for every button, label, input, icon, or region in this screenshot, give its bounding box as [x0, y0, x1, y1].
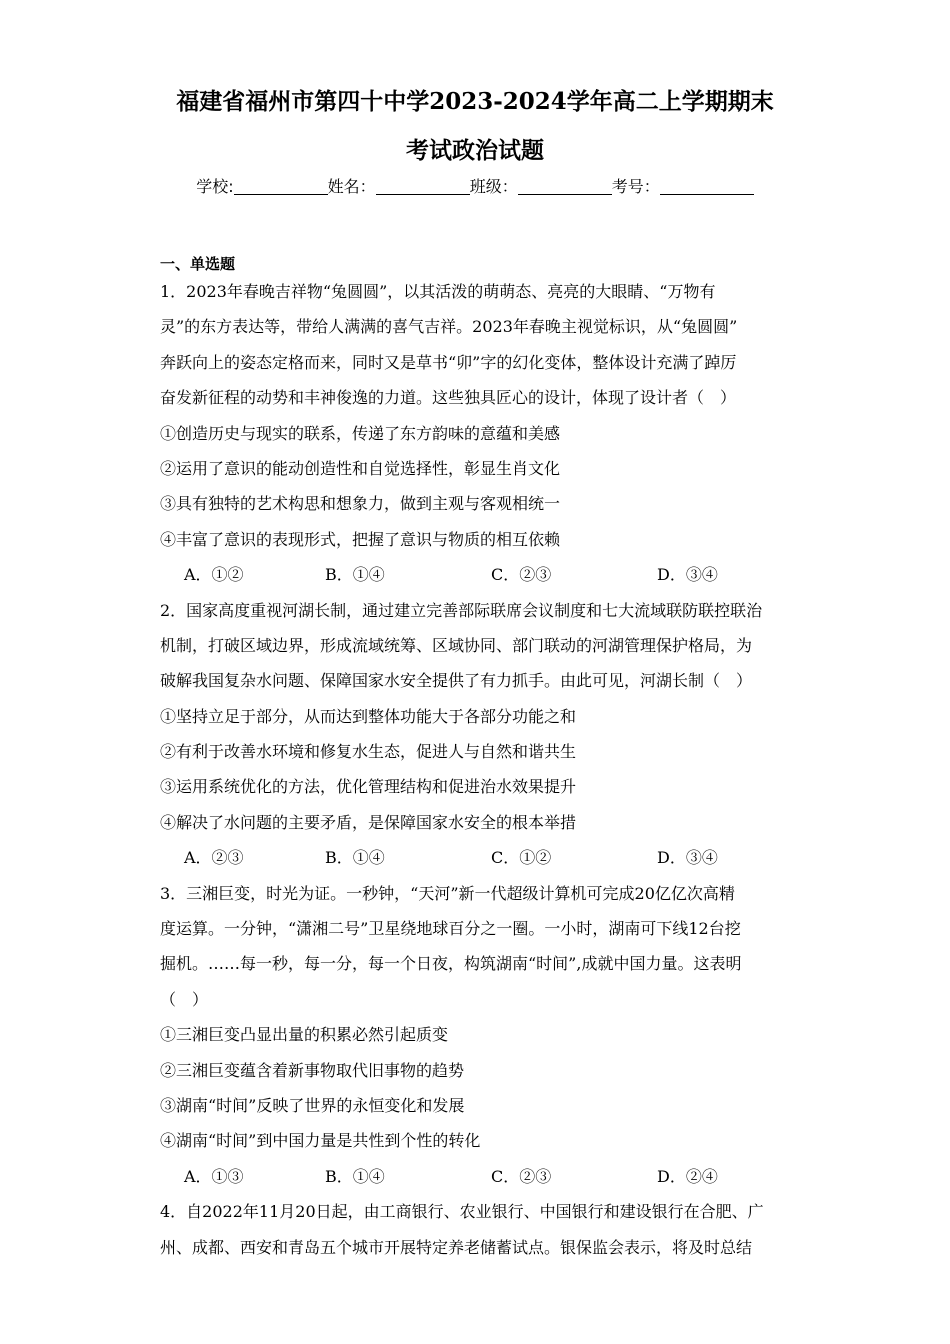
statement-item: ④丰富了意识的表现形式，把握了意识与物质的相互依赖 [160, 529, 561, 549]
question-stem-line: 奔跃向上的姿态定格而来，同时又是草书“卯”字的幻化变体，整体设计充满了踔厉 [160, 352, 737, 372]
answer-option[interactable]: B．①④ [325, 565, 385, 585]
statement-item: ②运用了意识的能动创造性和自觉选择性，彰显生肖文化 [160, 458, 561, 478]
exam-title-line2: 考试政治试题 [406, 137, 544, 164]
answer-options [160, 557, 800, 592]
statement-item: ③湖南“时间”反映了世界的永恒变化和发展 [160, 1095, 465, 1115]
statement-item: ②三湘巨变蕴含着新事物取代旧事物的趋势 [160, 1060, 465, 1080]
question-stem-line: 1．2023年春晚吉祥物“兔圆圆”，以其活泼的萌萌态、亮亮的大眼睛、“万物有 [160, 282, 716, 301]
question-2 [160, 593, 800, 876]
question-stem-line: 灵”的东方表达等，带给人满满的喜气吉祥。2023年春晚主视觉标识，从“兔圆圆” [160, 317, 738, 337]
question-stem-line: 掘机。……每一秒，每一分，每一个日夜，构筑湖南“时间”,成就中国力量。这表明 [160, 954, 742, 974]
answer-option[interactable]: D．③④ [657, 565, 718, 585]
statement-item: ②有利于改善水环境和修复水生态，促进人与自然和谐共生 [160, 742, 577, 762]
answer-option[interactable]: A．②③ [184, 848, 244, 868]
name-blank[interactable] [376, 178, 470, 195]
question-stem-line: 度运算。一分钟，“潇湘二号”卫星绕地球百分之一圈。一小时，湖南可下线12台挖 [160, 919, 741, 939]
statement-item: ③具有独特的艺术构思和想象力，做到主观与客观相统一 [160, 494, 561, 514]
answer-option[interactable]: A．①② [184, 565, 244, 585]
class-blank[interactable] [518, 178, 612, 195]
question-stem-line: 奋发新征程的动势和丰神俊逸的力道。这些独具匠心的设计，体现了设计者（ ） [160, 388, 737, 408]
question-3 [160, 876, 800, 1195]
answer-option[interactable]: C．②③ [491, 565, 552, 585]
exam-number-label: 考号： [611, 177, 660, 196]
question-stem-line: 州、成都、西安和青岛五个城市开展特定养老储蓄试点。银保监会表示，将及时总结 [160, 1237, 753, 1257]
answer-option[interactable]: D．③④ [657, 848, 718, 868]
exam-title-line1: 福建省福州市第四十中学2023-2024学年高二上学期期末 [176, 88, 774, 115]
statement-item: ③运用系统优化的方法，优化管理结构和促进治水效果提升 [160, 777, 577, 797]
answer-option[interactable]: B．①④ [325, 848, 385, 868]
statement-item: ①三湘巨变凸显出量的积累必然引起质变 [160, 1025, 449, 1045]
statement-item: ①创造历史与现实的联系，传递了东方韵味的意蕴和美感 [160, 423, 561, 443]
school-label: 学校: [196, 177, 234, 196]
statement-item: ④解决了水问题的主要矛盾，是保障国家水安全的根本举措 [160, 812, 577, 832]
question-stem-line: 机制，打破区域边界，形成流域统筹、区域协同、部门联动的河湖管理保护格局，为 [160, 635, 753, 655]
name-label: 姓名： [327, 177, 376, 196]
question-1 [160, 274, 800, 593]
question-stem-line: 4．自2022年11月20日起，由工商银行、农业银行、中国银行和建设银行在合肥、广 [160, 1202, 764, 1222]
answer-option[interactable]: C．①② [491, 848, 552, 868]
answer-option[interactable]: C．②③ [491, 1166, 552, 1186]
question-stem-line: 2．国家高度重视河湖长制，通过建立完善部际联席会议制度和七大流域联防联控联治 [160, 600, 763, 620]
class-label: 班级： [469, 177, 518, 196]
answer-options [160, 840, 800, 875]
school-blank[interactable] [234, 178, 328, 195]
question-stem-line: （ ） [160, 989, 209, 1009]
statement-item: ①坚持立足于部分，从而达到整体功能大于各部分功能之和 [160, 706, 577, 726]
answer-option[interactable]: D．②④ [657, 1166, 718, 1186]
question-list [160, 274, 800, 1265]
statement-item: ④湖南“时间”到中国力量是共性到个性的转化 [160, 1131, 481, 1151]
question-4 [160, 1194, 800, 1265]
question-stem-line: 3．三湘巨变，时光为证。一秒钟，“天河”新一代超级计算机可完成20亿亿次高精 [160, 883, 735, 903]
question-stem-line: 破解我国复杂水问题、保障国家水安全提供了有力抓手。由此可见，河湖长制（ ） [160, 671, 753, 691]
answer-options [160, 1159, 800, 1194]
answer-option[interactable]: B．①④ [325, 1166, 385, 1186]
student-info-fields [0, 175, 950, 199]
answer-option[interactable]: A．①③ [184, 1166, 244, 1186]
exam-number-blank[interactable] [660, 178, 754, 195]
section-title: 一、单选题 [160, 255, 236, 273]
